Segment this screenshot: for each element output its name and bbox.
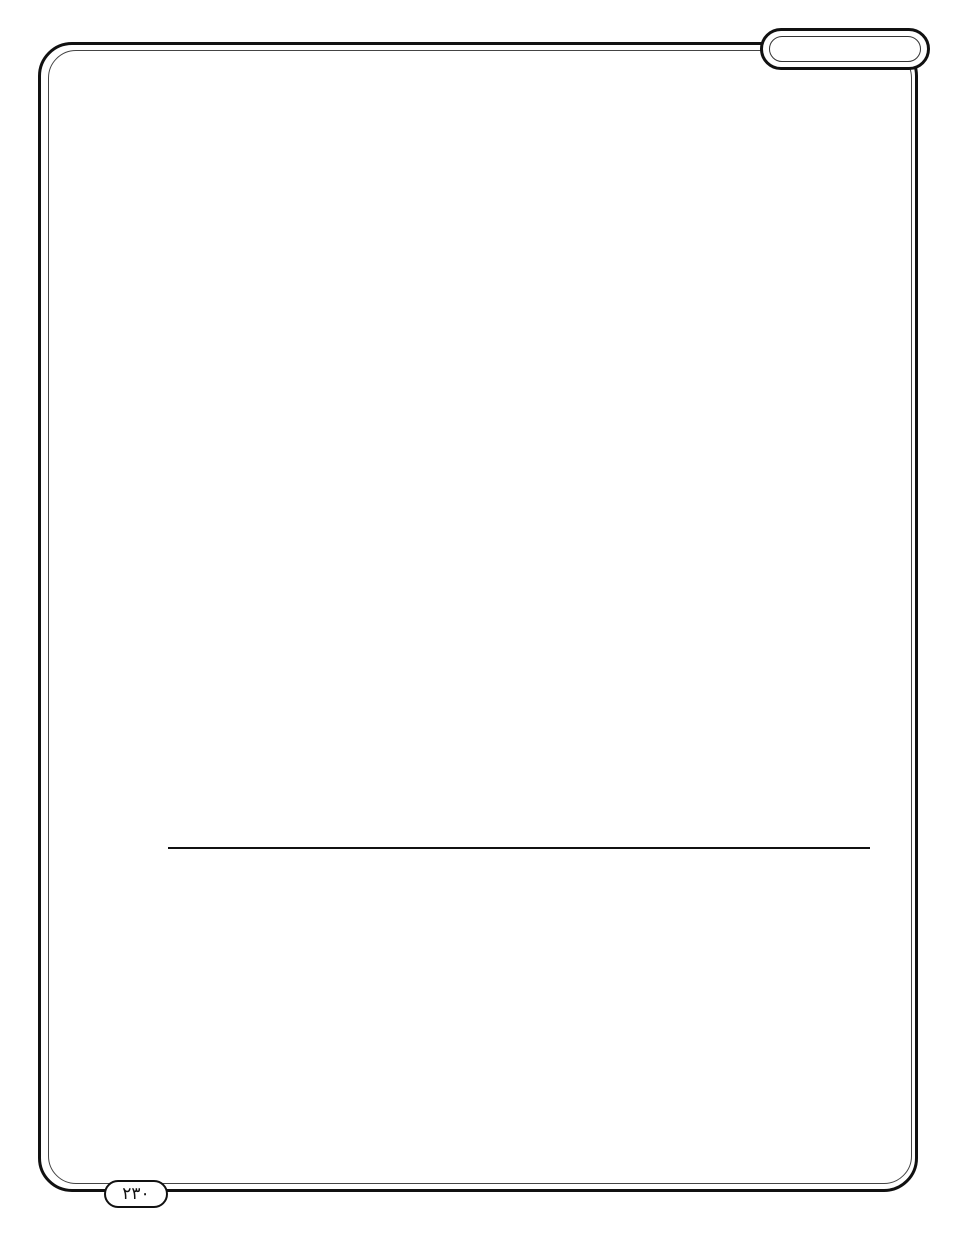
footnote-line: [130, 1036, 870, 1066]
quote-line: [222, 303, 742, 339]
body-line: [128, 548, 898, 584]
quote-line: [222, 234, 742, 270]
footnote-line: [220, 1080, 400, 1110]
quote-line: [222, 126, 742, 162]
quote-line: [222, 338, 742, 374]
footnote-line: [130, 996, 870, 1026]
body-line: [128, 584, 898, 620]
body-line: [128, 512, 898, 548]
footnote-separator: [168, 847, 870, 849]
quote-line: [222, 440, 742, 476]
quote-line: [222, 164, 742, 200]
quote-line: [222, 407, 742, 443]
body-line: [128, 656, 898, 692]
header-cartouche: [760, 28, 930, 70]
body-line: [128, 692, 898, 728]
body-line: [128, 728, 898, 764]
footnote-line: [130, 874, 870, 904]
quote-line: [222, 372, 742, 408]
footnote-line: [130, 956, 870, 986]
body-line: [128, 762, 898, 798]
body-line: [128, 620, 898, 656]
quote-line: [222, 268, 742, 304]
footnote-line: [130, 914, 870, 944]
quote-line: [222, 474, 742, 510]
body-line: [128, 796, 898, 832]
page-number: ۲۳۰: [104, 1180, 168, 1208]
quote-line: [222, 198, 742, 234]
